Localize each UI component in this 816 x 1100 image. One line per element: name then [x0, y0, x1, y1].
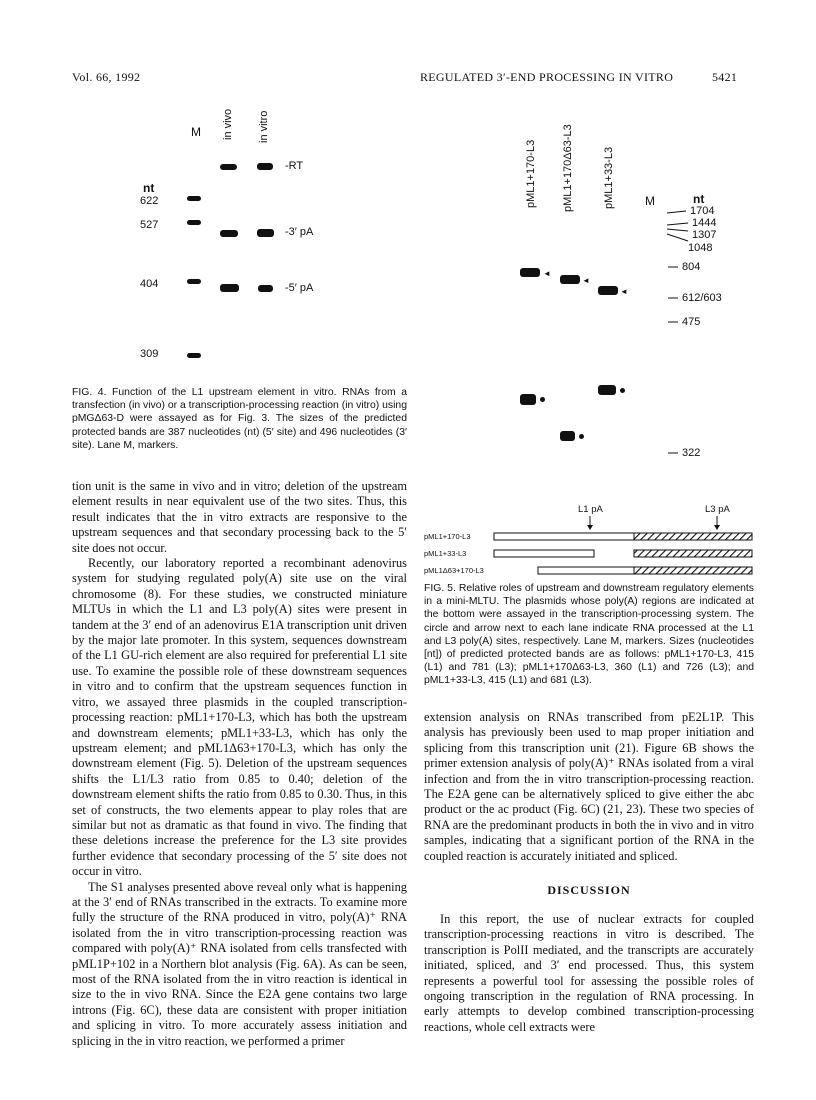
unit-label: nt	[693, 192, 705, 206]
map-label-l3-pa: L3 pA	[705, 504, 730, 515]
circle-marker	[620, 388, 625, 393]
construct-label: pML1Δ63+170-L3	[424, 566, 484, 575]
paragraph: extension analysis on RNAs transcribed from pE2L1P. This analysis has previously been used to map proper initiation and splicing from this transcription unit (21). Figure 6B shows the primer extension analysis of poly(A)⁺ RNAs isolated from a viral infection and from the in vitro transcription-processing reaction. The E2A gene can be alternatively spliced to give either the abc product or the ac product (Fig. 6C) (21, 23). These two species of RNA are the predominant products in both the in vivo and in vitro samples, indicating that a significant portion of the RNA in the coupled reaction is accurately initiated and spliced.	[424, 710, 754, 863]
band-l3-lane1	[520, 268, 540, 277]
lane-label-in-vivo: in vivo	[222, 108, 234, 140]
lane-label-in-vitro: in vitro	[258, 110, 270, 143]
paragraph: In this report, the use of nuclear extracts for coupled transcription-processing reactions in vitro is described. The transcription is PolII mediated, and the transcripts are accurately initiated, spliced, and 3′ end processed. Thus, this system represents a powerful tool for assessing the possible roles of ongoing transcription in the regulation of RNA processing. In early attempts to develop combined transcription-processing reactions, whole cell extracts were	[424, 912, 754, 1034]
marker-size: 804	[682, 261, 701, 273]
band-5pa-in-vitro	[258, 285, 273, 292]
figure-4-gel	[100, 95, 400, 375]
marker-band	[187, 196, 201, 201]
band-label-3pa: -3′ pA	[285, 226, 314, 238]
lane-label-m: M	[191, 125, 201, 139]
running-title: REGULATED 3′-END PROCESSING IN VITRO	[420, 70, 674, 84]
marker-size: 404	[140, 278, 159, 290]
marker-size: 622	[140, 195, 159, 207]
band-3pa-in-vitro	[257, 229, 274, 237]
marker-band	[187, 353, 201, 358]
marker-size: 1704	[690, 205, 715, 217]
lane-label: pML1+170Δ63-L3	[562, 124, 574, 212]
band-l1-lane3	[598, 385, 616, 395]
band-l1-lane2	[560, 431, 575, 441]
paragraph: The S1 analyses presented above reveal only what is happening at the 3′ end of RNAs transcribed in the extracts. To examine more fully the structure of the RNA produced in vitro, poly(A)⁺ RNA isolated from the in vitro transcription-processing reaction was compared with poly(A)⁺ RNA isolated from cells transfected with pML1P+102 in a Northern blot analysis (Fig. 6A). As can be seen, most of the RNA isolated from the in vitro reaction is identical in size to the in vivo RNA. Since the E2A gene contains two large introns (Fig. 6C), these data are consistent with proper initiation and splicing in vitro. To more accurately assess initiation and splicing in the in vitro reaction, we performed a primer	[72, 879, 407, 1048]
left-column-text	[72, 479, 407, 1049]
band-label-rt: -RT	[285, 160, 304, 172]
circle-marker	[579, 434, 584, 439]
lane-label-m: M	[645, 194, 655, 208]
marker-size: 1307	[692, 229, 717, 241]
circle-marker	[540, 397, 545, 402]
marker-size: 527	[140, 219, 159, 231]
marker-size: 475	[682, 316, 701, 328]
page-number: 5421	[712, 70, 738, 84]
band-5pa-in-vivo	[220, 284, 239, 292]
marker-size: 1444	[692, 217, 717, 229]
figure-5-construct-map	[420, 498, 760, 578]
marker-band	[187, 220, 201, 225]
band-l3-lane3	[598, 286, 618, 295]
lane-label: pML1+33-L3	[603, 146, 615, 209]
journal-volume: Vol. 66, 1992	[72, 70, 141, 84]
construct-label: pML1+170-L3	[424, 532, 471, 541]
band-3pa-in-vivo	[220, 230, 238, 237]
marker-size: 309	[140, 348, 159, 360]
figure-5-caption: FIG. 5. Relative roles of upstream and downstream regulatory elements in a mini-MLTU. The plasmids whose poly(A) regions are indicated at the bottom were assayed in the transcription-processing system. The circle and arrow next to each lane indicate RNA processed at the L1 and L3 poly(A) sites, respectively. Lane M, markers. Sizes (nucleotides [nt]) of predicted protected bands are as follows: pML1+170-L3, 415 (L1) and 781 (L3); pML1+170Δ63-L3, 360 (L1) and 726 (L3); and pML1+33-L3, 415 (L1) and 681 (L3).	[424, 583, 754, 687]
arrow-marker: ◄	[582, 276, 590, 285]
marker-size: 612/603	[682, 292, 722, 304]
unit-label: nt	[143, 181, 155, 195]
paragraph: Recently, our laboratory reported a recombinant adenovirus system for studying regulated poly(A) site use on the viral chromosome (8). For these studies, we constructed miniature MLTUs in which the L1 and L3 poly(A) sites were present in tandem at the 3′ end of an adenovirus E1A transcription unit driven by the major late promoter. In this system, sequences downstream of the L1 GU-rich element are also required for preferential L1 site use. To examine the possible role of these downstream sequences in vitro and to confirm that the upstream sequences function in vitro, we assayed three plasmids in the coupled transcription-processing reaction: pML1+170-L3, which has both the upstream and downstream elements; pML1+33-L3, which has only the upstream element; and pML1Δ63+170-L3, which has only the downstream element (Fig. 5). Deletion of the upstream sequences shifts the L1/L3 ratio from 0.85 to 0.40; deletion of the downstream element shifts the ratio from 0.85 to 0.30. Thus, in this set of constructs, the two elements appear to play roles that are similar but not as dramatic as that found in vivo. The finding that these deletions increase the preference for the L3 site provides further evidence that secondary processing of the 5′ site does not occur in vitro.	[72, 556, 407, 879]
figure-4-caption: FIG. 4. Function of the L1 upstream element in vitro. RNAs from a transfection (in vivo) or a transcription-processing reaction (in vitro) using pMGΔ63-D were assayed as for Fig. 3. The sizes of the predicted protected bands are 387 nucleotides (nt) (5′ site) and 496 nucleotides (3′ site). Lane M, markers.	[72, 387, 407, 451]
map-label-l1-pa: L1 pA	[578, 504, 603, 515]
band-l3-lane2	[560, 275, 580, 284]
section-heading-discussion: DISCUSSION	[547, 883, 631, 897]
construct-label: pML1+33-L3	[424, 549, 467, 558]
arrow-marker: ◄	[543, 269, 551, 278]
band-rt-in-vivo	[220, 164, 237, 170]
marker-size: 322	[682, 447, 701, 459]
band-label-5pa: -5′ pA	[285, 282, 314, 294]
lane-label: pML1+170-L3	[525, 139, 537, 208]
marker-size: 1048	[688, 242, 713, 254]
arrow-marker: ◄	[620, 287, 628, 296]
right-column-text	[424, 710, 754, 864]
marker-band	[187, 279, 201, 284]
discussion-text	[424, 912, 754, 1035]
paragraph: tion unit is the same in vivo and in vitro; deletion of the upstream element results in near equivalent use of the two sites. Thus, this result indicates that the in vitro extracts are responsive to the upstream sequences and that secondary processing back to the 5′ site does not occur.	[72, 479, 407, 555]
figure-5-gel	[420, 95, 750, 495]
band-rt-in-vitro	[257, 163, 273, 170]
band-l1-lane1	[520, 394, 536, 405]
